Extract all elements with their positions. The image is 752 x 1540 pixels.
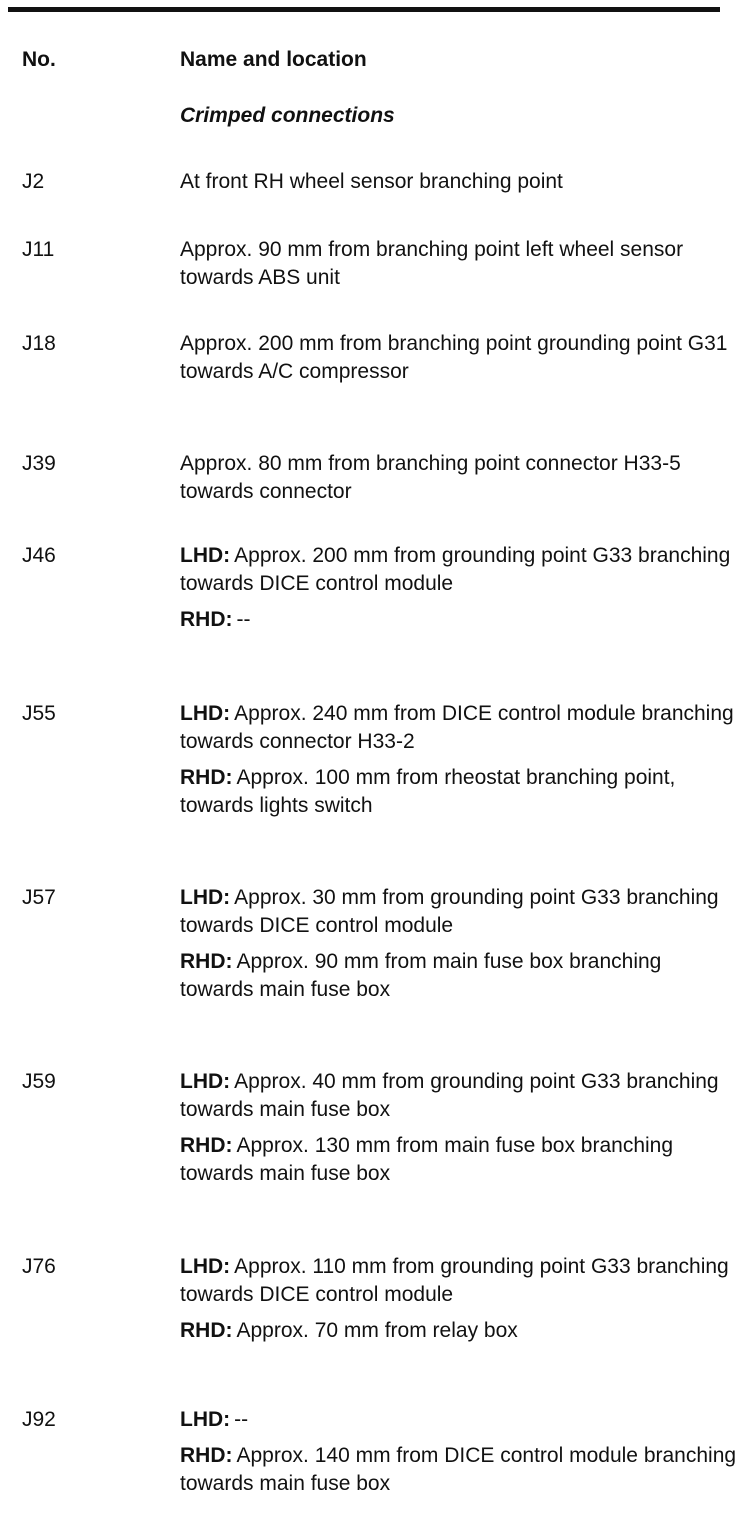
connection-number: J18 — [22, 332, 56, 355]
location-text: Approx. 100 mm from rheostat branching point, towards lights switch — [180, 766, 676, 817]
connection-location — [180, 700, 740, 820]
location-text: Approx. 30 mm from grounding point G33 branching towards DICE control module — [180, 886, 719, 937]
drive-side-tag: RHD: — [180, 608, 233, 631]
connection-location — [180, 884, 740, 1004]
column-header-name-location: Name and location — [180, 48, 367, 71]
top-rule — [8, 7, 720, 12]
column-header-no: No. — [22, 48, 56, 71]
location-text: Approx. 110 mm from grounding point G33 branching towards DICE control module — [180, 1255, 729, 1306]
connection-location — [180, 1068, 740, 1188]
connection-location — [180, 1253, 740, 1345]
location-text: Approx. 130 mm from main fuse box branching towards main fuse box — [180, 1134, 674, 1185]
connection-location — [180, 450, 740, 506]
drive-side-tag: LHD: — [180, 1070, 231, 1093]
location-text: Approx. 70 mm from relay box — [236, 1319, 518, 1342]
location-paragraph — [180, 450, 740, 506]
connection-number: J2 — [22, 170, 45, 193]
location-paragraph — [180, 700, 740, 756]
location-text: Approx. 90 mm from main fuse box branching towards main fuse box — [180, 950, 662, 1001]
drive-side-tag: RHD: — [180, 766, 233, 789]
location-paragraph — [180, 168, 740, 196]
connection-location — [180, 330, 740, 386]
location-paragraph — [180, 1253, 740, 1309]
connection-number: J11 — [22, 238, 55, 261]
location-paragraph — [180, 1442, 740, 1498]
drive-side-tag: LHD: — [180, 1408, 231, 1431]
connection-number: J92 — [22, 1408, 56, 1431]
drive-side-tag: RHD: — [180, 1319, 233, 1342]
location-text: Approx. 90 mm from branching point left wheel sensor towards ABS unit — [180, 238, 684, 289]
location-text: Approx. 200 mm from grounding point G33 branching towards DICE control module — [180, 544, 731, 595]
location-paragraph — [180, 948, 740, 1004]
location-paragraph — [180, 542, 740, 598]
drive-side-tag: RHD: — [180, 1134, 233, 1157]
connection-number: J57 — [22, 886, 56, 909]
location-paragraph — [180, 236, 740, 292]
location-text: Approx. 140 mm from DICE control module branching towards main fuse box — [180, 1444, 737, 1495]
connection-number: J39 — [22, 452, 56, 475]
location-text: -- — [236, 608, 251, 631]
connection-location — [180, 1406, 740, 1498]
location-text: Approx. 240 mm from DICE control module branching towards connector H33-2 — [180, 702, 734, 753]
drive-side-tag: LHD: — [180, 1255, 231, 1278]
connection-location — [180, 168, 740, 196]
connection-number: J59 — [22, 1070, 56, 1093]
section-title: Crimped connections — [180, 104, 395, 127]
location-paragraph — [180, 1132, 740, 1188]
location-paragraph — [180, 606, 740, 634]
location-text: At front RH wheel sensor branching point — [180, 170, 563, 193]
location-text: -- — [234, 1408, 249, 1431]
location-text: Approx. 80 mm from branching point connector H33-5 towards connector — [180, 452, 681, 503]
location-paragraph — [180, 764, 740, 820]
location-paragraph — [180, 884, 740, 940]
location-text: Approx. 200 mm from branching point grounding point G31 towards A/C compressor — [180, 332, 728, 383]
connection-number: J76 — [22, 1255, 56, 1278]
connection-number: J55 — [22, 702, 56, 725]
drive-side-tag: RHD: — [180, 1444, 233, 1467]
connection-location — [180, 542, 740, 634]
location-paragraph — [180, 1068, 740, 1124]
location-paragraph — [180, 1317, 740, 1345]
location-paragraph — [180, 330, 740, 386]
connection-number: J46 — [22, 544, 56, 567]
drive-side-tag: LHD: — [180, 544, 231, 567]
drive-side-tag: RHD: — [180, 950, 233, 973]
drive-side-tag: LHD: — [180, 886, 231, 909]
location-text: Approx. 40 mm from grounding point G33 branching towards main fuse box — [180, 1070, 719, 1121]
location-paragraph — [180, 1406, 740, 1434]
drive-side-tag: LHD: — [180, 702, 231, 725]
connection-location — [180, 236, 740, 292]
